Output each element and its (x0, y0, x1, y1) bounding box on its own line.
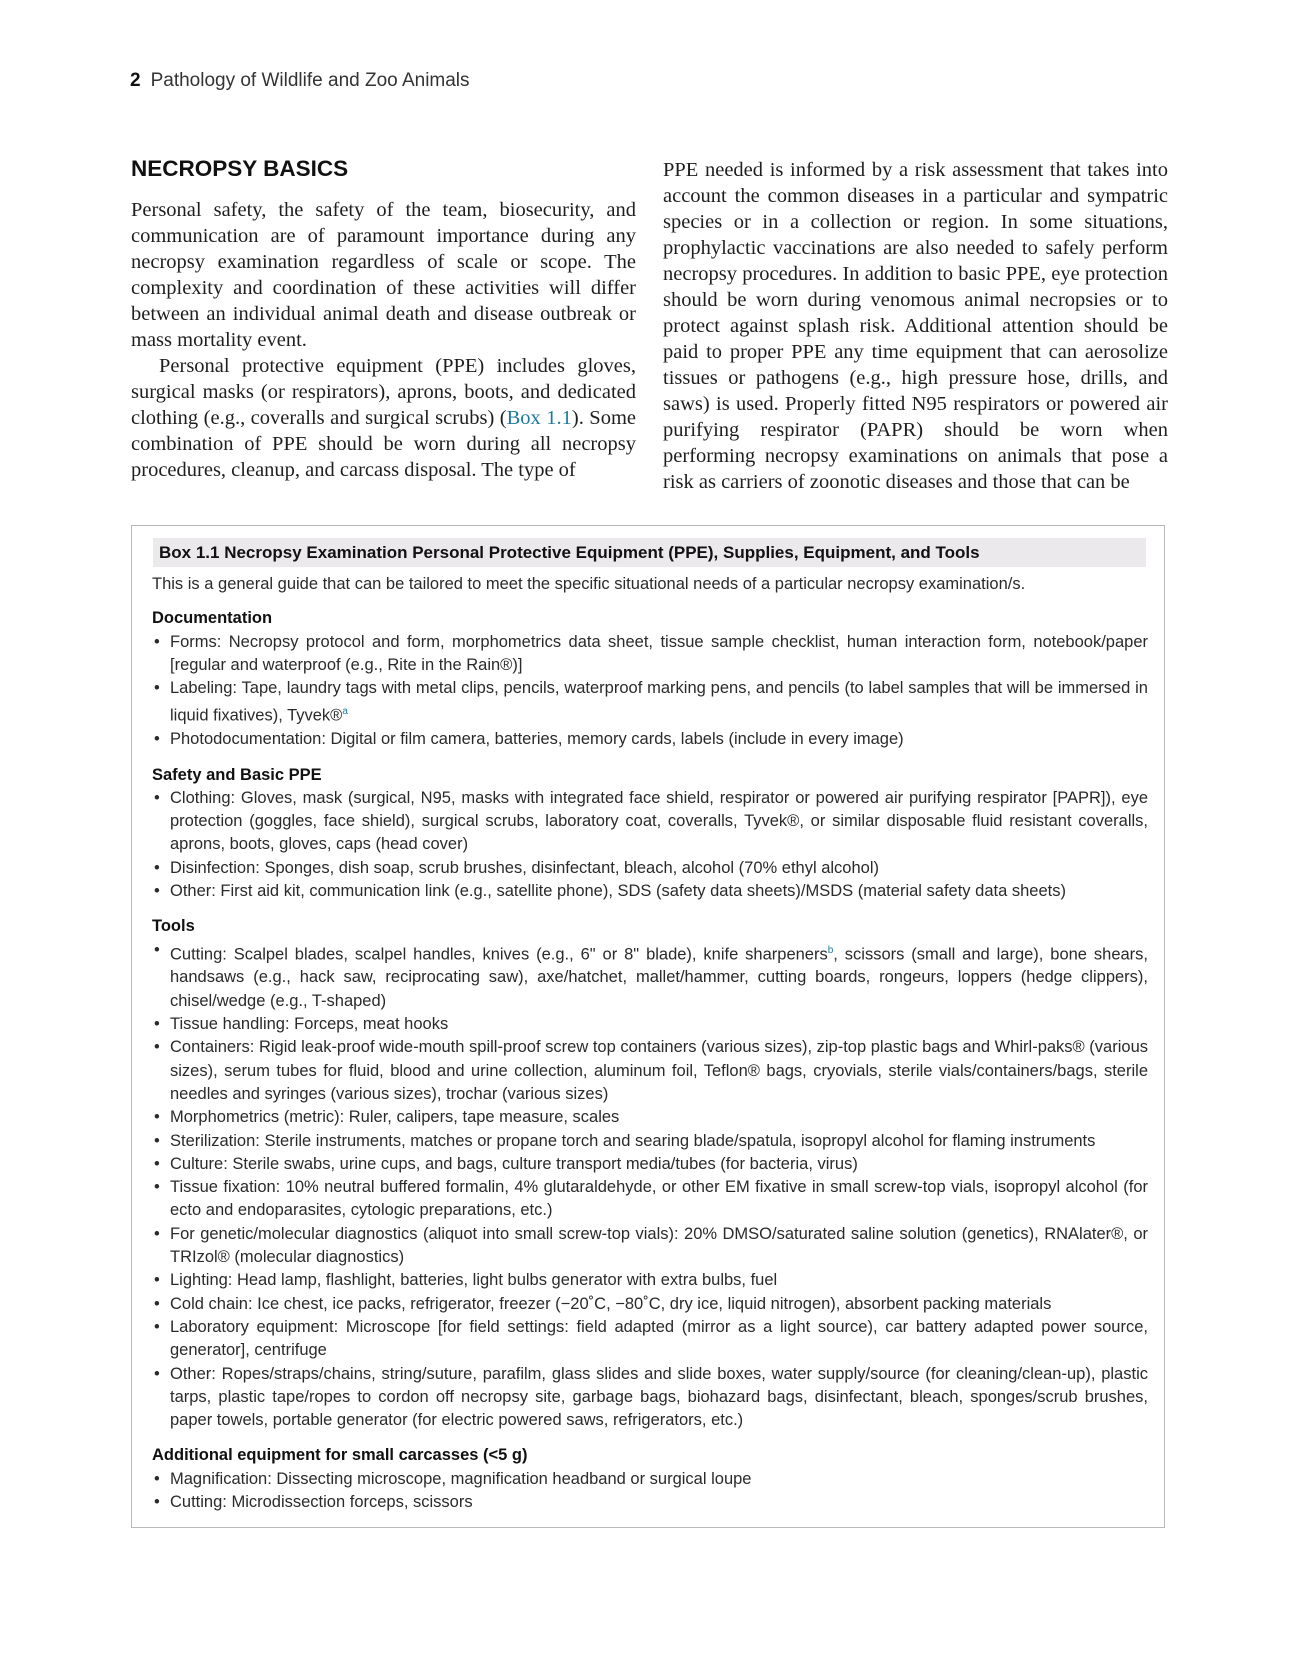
item-text: Photodocumentation: Digital or film camera, batteries, memory cards, labels (include in every image) (170, 730, 904, 749)
running-header (130, 70, 470, 92)
list-item (152, 1130, 1148, 1153)
bullet: • (154, 1178, 160, 1197)
bullet: • (154, 1108, 160, 1127)
bullet: • (154, 730, 160, 749)
bullet: • (154, 858, 160, 877)
box-reference-link[interactable]: Box 1.1 (506, 407, 572, 429)
bullet: • (154, 1154, 160, 1173)
bullet: • (154, 1131, 160, 1150)
bullet: • (154, 632, 160, 651)
list-item (152, 1316, 1148, 1363)
list-item (152, 787, 1148, 857)
bullet: • (154, 1271, 160, 1290)
list-item (152, 880, 1148, 903)
box-1-1 (131, 525, 1165, 1528)
tools-section (152, 915, 1148, 1432)
item-text: Lighting: Head lamp, flashlight, batteries, light bulbs generator with extra bulbs, fuel (170, 1271, 778, 1290)
small-carcasses-heading: Additional equipment for small carcasses (<5 g) (152, 1446, 528, 1465)
list-item (152, 1106, 1148, 1129)
list-item (152, 1269, 1148, 1292)
item-text: For genetic/molecular diagnostics (aliquot into small screw-top vials): 20% DMSO/saturated saline solution (genetics), RNAlater®, or TRIzol® (molecular diagnostics) (170, 1224, 1148, 1267)
item-text: Other: First aid kit, communication link (e.g., satellite phone), SDS (safety data sheets)/MSDS (material safety data sheets) (170, 882, 1066, 901)
book-title: Pathology of Wildlife and Zoo Animals (150, 70, 470, 91)
box-body (152, 573, 1148, 1526)
footnote-marker-a[interactable]: a (342, 706, 348, 718)
list-item (152, 1153, 1148, 1176)
item-text: Forms: Necropsy protocol and form, morphometrics data sheet, tissue sample checklist, human interaction form, notebook/paper [regular and waterproof (e.g., Rite in the Rain®)] (170, 632, 1148, 674)
item-text: Other: Ropes/straps/chains, string/suture, parafilm, glass slides and slide boxes, water supply/source (for cleaning/clean-up), plastic tarps, plastic tape/ropes to cordon off necropsy site, garbage bags, biohazard bags, disinfectant, bleach, sponges/scrub brushes, paper towels, portable generator (for electric powered saws, refrigerators, etc.) (170, 1364, 1148, 1430)
list-item (152, 1363, 1148, 1433)
bullet: • (154, 1317, 160, 1336)
list-item (152, 1223, 1148, 1270)
bullet: • (154, 1364, 160, 1383)
list-item (152, 1468, 1148, 1491)
left-column (131, 155, 636, 483)
section-heading: NECROPSY BASICS (131, 156, 349, 181)
bullet: • (154, 1038, 160, 1057)
bullet: • (154, 882, 160, 901)
paragraph-2-text-before: Personal protective equipment (PPE) includes gloves, surgical masks (or respirators), aprons, boots, and dedicated clothing (e.g., coveralls and surgical scrubs) ( (131, 355, 636, 429)
box-title: Box 1.1 Necropsy Examination Personal Protective Equipment (PPE), Supplies, Equipment, and Tools (153, 538, 1146, 567)
bullet: • (154, 1469, 160, 1488)
documentation-section (152, 607, 1148, 751)
tools-heading: Tools (152, 917, 195, 936)
safety-heading: Safety and Basic PPE (152, 765, 322, 784)
list-item (152, 631, 1148, 678)
list-item (152, 1293, 1148, 1316)
item-text: Sterilization: Sterile instruments, matches or propane torch and searing blade/spatula, isopropyl alcohol for flaming instruments (170, 1131, 1096, 1150)
list-item (152, 1013, 1148, 1036)
safety-section (152, 764, 1148, 904)
paragraph-2 (131, 353, 636, 483)
item-text: Tissue fixation: 10% neutral buffered formalin, 4% glutaraldehyde, or other EM fixative in small screw-top vials, isopropyl alcohol (for ecto and endoparasites, cytologic preparations, etc.) (170, 1178, 1148, 1220)
item-text-continued: , scissors (small and large), bone shears, handsaws (e.g., hack saw, reciprocating saw), axe/hatchet, mallet/hammer, cutting boards, rongeurs, loppers (hedge clippers), chisel/wedge (e.g., T-shaped) (170, 945, 1148, 1010)
bullet: • (154, 1224, 160, 1243)
bullet: • (154, 1294, 160, 1313)
paragraph-2-text-after: ). Some combination of PPE should be worn during all necropsy procedures, cleanup, and carcass disposal. The type of (131, 407, 636, 481)
item-text: Labeling: Tape, laundry tags with metal clips, pencils, waterproof marking pens, and pencils (to label samples that will be immersed in liquid fixatives), Tyvek® (170, 679, 1148, 725)
list-item (152, 857, 1148, 880)
box-intro: This is a general guide that can be tailored to meet the specific situational needs of a particular necropsy examination/s. (152, 575, 1026, 593)
documentation-heading: Documentation (152, 609, 273, 628)
item-text: Containers: Rigid leak-proof wide-mouth spill-proof screw top containers (various sizes), zip-top plastic bags and Whirl-paks® (various sizes), serum tubes for fluid, blood and urine collection, aluminum foil, Teflon® bags, cryovials, sterile vials/containers/bags, sterile needles and syringes (various sizes), trochar (various sizes) (170, 1038, 1148, 1103)
list-item (152, 1176, 1148, 1223)
list-item (152, 1491, 1148, 1514)
list-item (152, 939, 1148, 1013)
item-text: Clothing: Gloves, mask (surgical, N95, masks with integrated face shield, respirator or powered air purifying respirator [PAPR]), eye protection (goggles, face shield), surgical scrubs, laboratory coat, coveralls, Tyvek®, or similar disposable fluid resistant coveralls, aprons, boots, gloves, caps (head cover) (170, 788, 1148, 854)
item-text: Magnification: Dissecting microscope, magnification headband or surgical loupe (170, 1469, 752, 1488)
paragraph-3: PPE needed is informed by a risk assessment that takes into account the common diseases in a particular and sympatric species or in a collection or region. In some situations, prophylactic vaccinations are also needed to safely perform necropsy procedures. In addition to basic PPE, eye protection should be worn during venomous animal necropsies or to protect against splash risk. Additional attention should be paid to proper PPE any time equipment that can aerosolize tissues or pathogens (e.g., high pressure hose, drills, and saws) is used. Properly fitted N95 respirators or powered air purifying respirator (PAPR) should be worn when performing necropsy examinations on animals that pose a risk as carriers of zoonotic diseases and those that can be (663, 159, 1168, 493)
page-number: 2 (130, 70, 141, 91)
item-text: Cold chain: Ice chest, ice packs, refrigerator, freezer (−20˚C, −80˚C, dry ice, liquid nitrogen), absorbent packing materials (170, 1294, 1052, 1313)
item-text: Disinfection: Sponges, dish soap, scrub brushes, disinfectant, bleach, alcohol (70% ethyl alcohol) (170, 858, 879, 877)
list-item (152, 677, 1148, 728)
item-text: Tissue handling: Forceps, meat hooks (170, 1015, 449, 1034)
bullet: • (154, 940, 160, 959)
bullet: • (154, 679, 160, 698)
paragraph-1: Personal safety, the safety of the team, biosecurity, and communication are of paramount importance during any necropsy examination regardless of scale or scope. The complexity and coordination of these activities will differ between an individual animal death and disease outbreak or mass mortality event. (131, 199, 636, 351)
item-text: Cutting: Microdissection forceps, scissors (170, 1492, 473, 1511)
list-item (152, 1036, 1148, 1106)
right-column (663, 157, 1168, 495)
footnote-marker-b[interactable]: b (827, 944, 834, 956)
list-item (152, 728, 1148, 751)
item-text: Culture: Sterile swabs, urine cups, and bags, culture transport media/tubes (for bacteria, virus) (170, 1154, 858, 1173)
bullet: • (154, 1015, 160, 1034)
bullet: • (154, 1492, 160, 1511)
item-text: Cutting: Scalpel blades, scalpel handles, knives (e.g., 6" or 8" blade), knife sharpeners (170, 945, 828, 964)
small-carcasses-section (152, 1444, 1148, 1514)
item-text: Morphometrics (metric): Ruler, calipers, tape measure, scales (170, 1108, 620, 1127)
item-text: Laboratory equipment: Microscope [for field settings: field adapted (mirror as a light source), car battery adapted power source, generator], centrifuge (170, 1317, 1148, 1360)
bullet: • (154, 788, 160, 807)
